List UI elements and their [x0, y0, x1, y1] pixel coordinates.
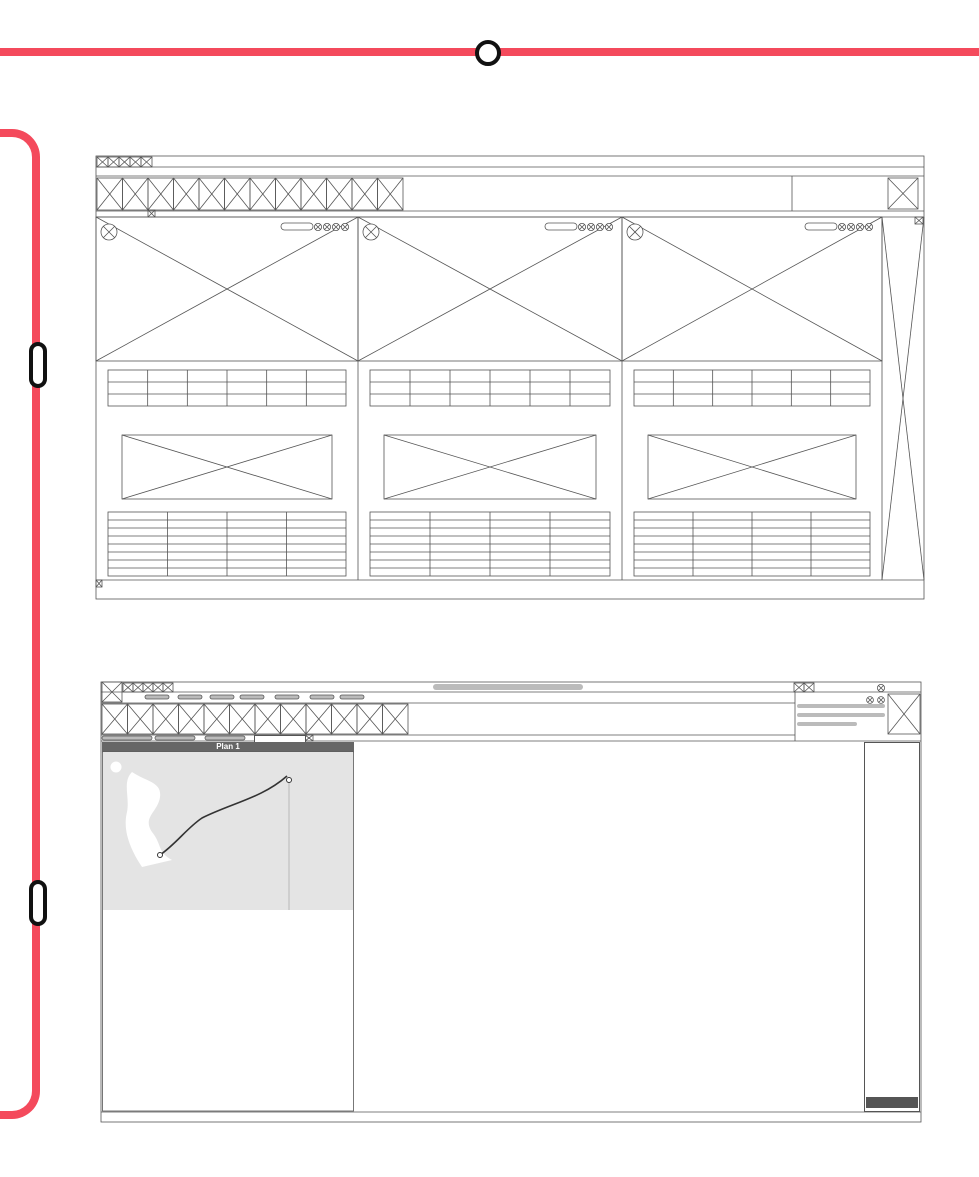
tab-placeholder — [133, 683, 143, 692]
tab-placeholder — [108, 157, 119, 167]
close-icon[interactable] — [878, 697, 885, 704]
close-icon — [96, 580, 102, 587]
toolbar-icon — [281, 704, 307, 734]
toolbar-icon — [306, 704, 332, 734]
tab-placeholder — [153, 683, 163, 692]
chart-placeholder — [648, 435, 856, 499]
option-icon[interactable] — [847, 223, 854, 230]
tab-placeholder — [97, 157, 108, 167]
toolbar-icon — [148, 178, 174, 210]
tab-placeholder — [143, 683, 153, 692]
window-icon — [804, 683, 814, 692]
status-bar — [116, 1112, 151, 1118]
toolbar-icon — [230, 704, 256, 734]
chart-placeholder — [122, 435, 332, 499]
plan-title-bar: Plan 1 — [102, 742, 354, 752]
tab-placeholder — [123, 683, 133, 692]
option-icon[interactable] — [605, 223, 612, 230]
side-bracket — [0, 129, 40, 1119]
option-icon[interactable] — [865, 223, 872, 230]
close-plan-icon[interactable] — [627, 224, 643, 240]
toolbar-icon — [255, 704, 281, 734]
version1-wireframe — [95, 155, 925, 600]
timeline-node-icon — [475, 40, 501, 66]
close-tab-icon — [305, 735, 313, 741]
toolbar-icon — [383, 704, 409, 734]
toolbar-icon — [378, 178, 404, 210]
plan-panel-graphics — [102, 742, 354, 1112]
tab-placeholder — [141, 157, 152, 167]
option-icon[interactable] — [587, 223, 594, 230]
option-icon[interactable] — [323, 223, 330, 230]
map-tool-icon[interactable] — [111, 762, 122, 773]
toolbar-icon — [250, 178, 276, 210]
toolbar-icon — [276, 178, 302, 210]
plan-map-placeholder — [358, 217, 622, 361]
toolbar-icon — [97, 178, 123, 210]
option-icon[interactable] — [856, 223, 863, 230]
export-report-button[interactable] — [866, 1097, 918, 1108]
toolbar-icon — [301, 178, 327, 210]
toolbar-icon — [225, 178, 251, 210]
plan-panel-1 — [102, 742, 354, 1112]
toolbar-icon — [204, 704, 230, 734]
option-icon[interactable] — [332, 223, 339, 230]
toolbar-icon — [174, 178, 200, 210]
toolbar-icon — [153, 704, 179, 734]
toolbar-icon — [199, 178, 225, 210]
option-icon[interactable] — [838, 223, 845, 230]
close-plan-icon[interactable] — [101, 224, 117, 240]
toolbar-icon — [123, 178, 149, 210]
add-plan-panel[interactable] — [864, 742, 920, 1112]
toolbar-icon — [352, 178, 378, 210]
toolbar-icon — [357, 704, 383, 734]
toolbar-icon — [128, 704, 154, 734]
tab-placeholder — [163, 683, 173, 692]
bracket-node-icon — [29, 342, 47, 388]
toolbar-icon — [332, 704, 358, 734]
close-icon — [915, 217, 923, 224]
chart-placeholder — [384, 435, 596, 499]
tab-placeholder — [130, 157, 141, 167]
close-icon[interactable] — [877, 684, 884, 691]
tab-placeholder — [119, 157, 130, 167]
toolbar-icon — [102, 704, 128, 734]
plan-map-placeholder — [622, 217, 882, 361]
option-icon[interactable] — [578, 223, 585, 230]
close-plan-icon[interactable] — [363, 224, 379, 240]
option-icon[interactable] — [314, 223, 321, 230]
window-icon — [794, 683, 804, 692]
option-icon[interactable] — [341, 223, 348, 230]
toolbar-icon — [327, 178, 353, 210]
bracket-node-icon — [29, 880, 47, 926]
option-icon[interactable] — [596, 223, 603, 230]
plan-map-placeholder — [96, 217, 358, 361]
toolbar-icon — [179, 704, 205, 734]
settings-icon[interactable] — [867, 697, 874, 704]
